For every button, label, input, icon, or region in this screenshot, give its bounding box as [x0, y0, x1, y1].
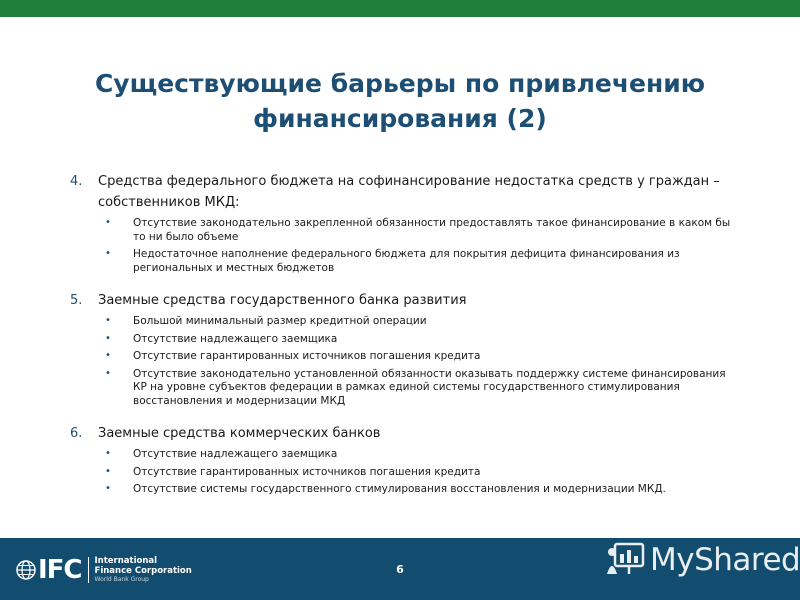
list-item — [105, 333, 740, 347]
bullet-list — [70, 448, 740, 497]
bullet-icon: • — [105, 315, 111, 326]
ifc-name-line-1: International — [94, 556, 158, 566]
list-item-text: Отсутствие надлежащего заемщика — [133, 448, 338, 460]
ifc-name-line-2: Finance Corporation — [94, 566, 192, 576]
watermark-text: MyShared — [650, 542, 800, 578]
list-item-text: Отсутствие системы государственного стимулирования восстановления и модернизации МКД. — [133, 483, 666, 495]
list-item — [105, 368, 740, 409]
list-item-text: Большой минимальный размер кредитной операции — [133, 315, 427, 327]
presentation-board-icon — [606, 538, 648, 582]
bullet-icon: • — [105, 483, 111, 494]
section-5 — [70, 290, 740, 408]
slide-title — [60, 66, 740, 136]
slide-content — [70, 171, 740, 512]
page-number: 6 — [396, 563, 404, 576]
list-item — [105, 315, 740, 329]
section-heading — [70, 423, 740, 444]
footer-bar — [0, 538, 800, 600]
bullet-icon: • — [105, 217, 111, 228]
bullet-icon: • — [105, 332, 111, 344]
list-item-text: Отсутствие гарантированных источников погашения кредита — [133, 465, 481, 478]
ifc-subtitle: World Bank Group — [94, 576, 149, 583]
top-accent-bar — [0, 0, 800, 17]
list-item-text: Отсутствие гарантированных источников погашения кредита — [133, 350, 481, 362]
list-item — [105, 217, 740, 244]
bullet-icon: • — [105, 448, 111, 459]
bullet-icon: • — [105, 350, 111, 361]
bullet-icon: • — [105, 248, 111, 259]
bullet-icon: • — [105, 367, 111, 379]
section-label: Средства федерального бюджета на софинансирование недостатка средств у граждан – собственников МКД: — [98, 174, 720, 210]
section-heading — [70, 290, 740, 311]
title-line-1: Существующие барьеры по привлечению — [94, 69, 706, 98]
list-item-text: Отсутствие законодательно установленной обязанности оказывать поддержку системе финансирования КР на уровне субъектов федерации в рамках единой системы государственного стимулирования восстановления и модернизации МКД — [133, 367, 726, 407]
bullet-icon: • — [105, 465, 111, 477]
section-label: Заемные средства коммерческих банков — [98, 426, 381, 441]
section-number: 5. — [70, 293, 83, 308]
list-item — [105, 483, 740, 497]
list-item-text: Недостаточное наполнение федерального бюджета для покрытия дефицита финансирования из региональных и местных бюджетов — [133, 248, 680, 274]
section-6 — [70, 423, 740, 497]
section-heading — [70, 171, 740, 213]
section-number: 6. — [70, 426, 83, 441]
section-number: 4. — [70, 174, 83, 189]
title-line-2: финансирования (2) — [253, 104, 547, 133]
myshared-watermark — [606, 538, 800, 582]
list-item-text: Отсутствие законодательно закрепленной обязанности предоставлять такое финансирование в каком бы то ни было объеме — [133, 217, 731, 243]
list-item — [105, 350, 740, 364]
list-item-text: Отсутствие надлежащего заемщика — [133, 332, 338, 345]
list-item — [105, 448, 740, 462]
bullet-list — [70, 315, 740, 408]
list-item — [105, 466, 740, 480]
list-item — [105, 248, 740, 275]
section-label: Заемные средства государственного банка развития — [98, 293, 467, 308]
bullet-list — [70, 217, 740, 275]
section-4 — [70, 171, 740, 275]
ifc-logo-mark: IFC — [38, 555, 82, 585]
